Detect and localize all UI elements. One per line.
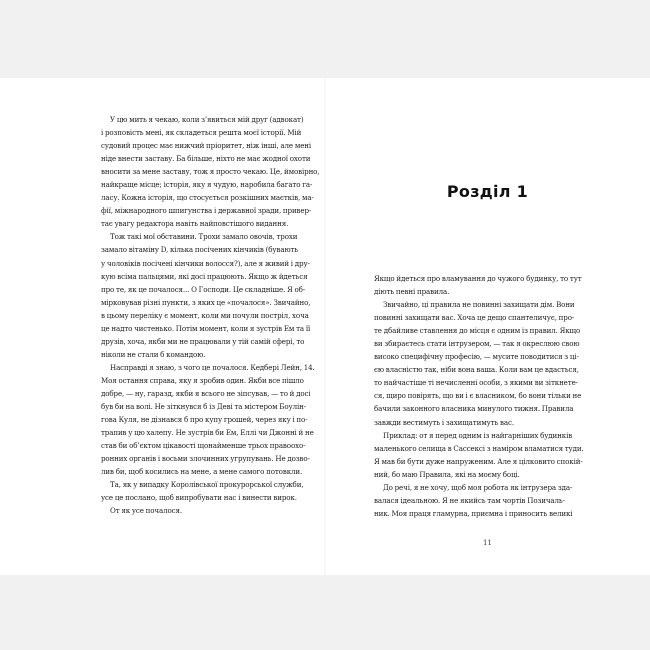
text-line: ніколи не стали б командою. [101, 349, 206, 359]
left-page [0, 78, 325, 575]
text-line: Моя остання справа, яку я зробив один. Якби все пішло [101, 375, 304, 385]
right-page-text [374, 272, 596, 520]
text-line: Насправді я знаю, з чого це почалося. Кедбері Лейн, 14. [110, 362, 315, 372]
text-line: ніде внести заставу. Ба більше, ніхто не має жодної охоти [101, 154, 311, 164]
text-line: у чоловіків посічені кінчики волосся?), але я живий і дру- [101, 258, 310, 268]
text-line: ви збираєтесь стати інтрузером, — так я окреслюю свою [374, 339, 580, 349]
text-line: вносити за мене заставу, тож я просто чекаю. Це, ймовірно, [101, 167, 320, 177]
text-line: був би на волі. Не зіткнувся б із Деві та містером Боулін- [101, 402, 307, 412]
text-line: кую всіма пальцями, які досі працюють. Якщо ж йдеться [101, 271, 308, 281]
text-line: От як усе почалося. [110, 506, 182, 516]
text-line: тає увагу редактора навіть найповстішого видання. [101, 219, 289, 229]
text-line: найкраще місце; історія, яку я чудую, наробила багато га- [101, 180, 313, 190]
text-line: став би об’єктом цікавості щонайменше трьох правоохо- [101, 441, 306, 451]
text-line: бачили законного власника минулого тижня. Правила [374, 404, 574, 414]
text-line: ся, щиро повірять, що ви і є власником, бо вони тільки не [374, 391, 582, 401]
text-line: то найчастіше ті нечисленні особи, з якими ви зіткнете- [374, 378, 578, 388]
book-spread [0, 78, 650, 575]
text-line: До речі, я не хочу, щоб моя робота як інтрузера зда- [383, 482, 573, 492]
page-number: 11 [483, 539, 492, 547]
text-line: мірковував різні пункти, з яких це «почалося». Звичайно, [101, 297, 311, 307]
text-line: судовий процес має нижчий пріоритет, ніж інші, але мені [101, 141, 312, 151]
text-line: це надто чистенько. Потім момент, коли я зустрів Ем та її [101, 323, 311, 333]
text-line: завжди вестимуть і захищатимуть вас. [374, 417, 515, 427]
text-line: гова Куля, не дізнався б про купу грошей, через яку і по- [101, 415, 308, 425]
text-line: Та, як у випадку Королівської прокурорської служби, [110, 480, 304, 490]
text-line: Звичайно, ці правила не повинні захищати дім. Вони [383, 300, 575, 310]
text-line: маленького селища в Сассексі з наміром вламатися туди. [374, 443, 584, 453]
right-page [325, 78, 650, 575]
text-line: фії, міжнародного шпигунства і державної зради, привер- [101, 206, 312, 216]
left-page-text [101, 113, 324, 517]
text-line: те дбайливе ставлення до місця є одним із правил. Якщо [374, 326, 581, 336]
text-line: У цю мить я чекаю, коли з’явиться мій друг (адвокат) [110, 115, 304, 124]
text-line: трапив у цю халепу. Не зустрів би Ем, Еллі чи Джонні й не [101, 428, 314, 438]
text-line: Якщо йдеться про вламування до чужого будинку, то тут [374, 274, 582, 283]
text-line: ник. Моя праця гламурна, приємна і приносить великі [374, 508, 573, 518]
text-line: ний, бо маю Правила, які на моєму боці. [374, 469, 520, 479]
text-line: в цьому переліку є момент, коли ми почули постріл, хоча [101, 310, 309, 320]
text-line: усе це послано, щоб випробувати нас і винести вирок. [101, 493, 297, 503]
text-line: валася ідеальною. Я не якийсь там чортів Позичаль- [374, 495, 565, 505]
chapter-title: Розділ 1 [446, 182, 529, 201]
text-line: ласу. Кожна історія, що стосується розкішних маєтків, ма- [101, 193, 314, 203]
text-line: Тож такі мої обставини. Трохи замало овочів, трохи [110, 232, 298, 242]
text-line: добре, — ну, гаразд, якби я всього не зіпсував, — то й досі [101, 388, 311, 398]
text-line: високо специфічну професію, — мусите поводитися з ці- [374, 352, 579, 362]
text-line: ронних органів і восьми злочинних угрупувань. Не дозво- [101, 454, 310, 464]
text-line: друзів, хоча, якби ми не працювали у тій самій сфері, то [101, 336, 305, 346]
text-line: і розповість мені, як складеться решта моєї історії. Мій [101, 128, 302, 138]
text-line: про те, як це почалося... О Господи. Це складніше. Я об- [101, 284, 306, 294]
text-line: Приклад: от я перед одним із найгарніших будинків [383, 430, 573, 440]
text-line: діють певні правила. [374, 287, 450, 297]
text-line: єю власністю так, ніби вона ваша. Коли вам це вдасться, [374, 365, 579, 375]
text-line: замало вітаміну D, кілька посічених кінчиків (бувають [101, 245, 299, 255]
text-line: Я мав би бути дуже напруженим. Але я цілковито спокій- [374, 456, 583, 466]
text-line: лив би, щоб косились на мене, а мене самого потовкли. [101, 467, 303, 477]
text-line: повинні захищати вас. Хоча це дещо спантеличує, про- [374, 313, 575, 323]
